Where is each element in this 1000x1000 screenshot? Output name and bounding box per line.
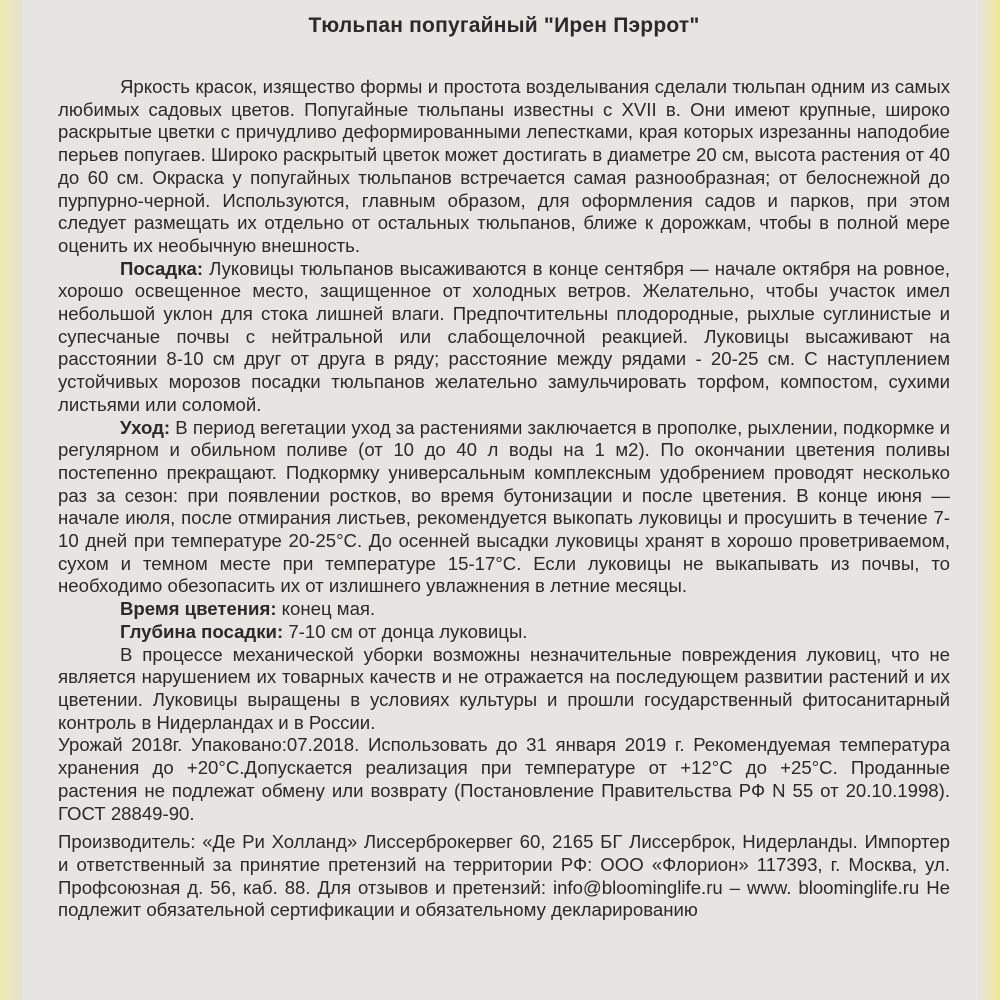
bloom-text: конец мая. (276, 598, 376, 620)
bloom-paragraph (58, 598, 950, 621)
intro-paragraph: Яркость красок, изящество формы и простота возделывания сделали тюльпан одним из самых любимых садовых цветов. Попугайные тюльпаны известны с XVII в. Они имеют крупные, широко раскрытые цветки с причудливо деформированными лепестками, края которых изрезанны наподобие перьев попугаев. Широко раскрытый цветок может достигать в диаметре 20 см, высота растения от 40 до 60 см. Окраска у попугайных тюльпанов встречается самая разнообразная; от белоснежной до пурпурно-черной. Используются, главным образом, для оформления садов и парков, при этом следует размещать их отдельно от остальных тюльпанов, ближе к дорожкам, чтобы в полной мере оценить их необычную внешность. (58, 76, 950, 256)
harvest-paragraph: Урожай 2018г. Упаковано:07.2018. Использовать до 31 января 2019 г. Рекомендуемая температура хранения до +20°С.Допускается реализация при температуре от +12°С до +25°С. Проданные растения не подлежат обмену или возврату (Постановление Правительства РФ N 55 от 20.10.1998). ГОСТ 28849-90. (58, 734, 950, 824)
depth-text: 7-10 см от донца луковицы. (283, 620, 528, 642)
processing-paragraph: В процессе механической уборки возможны незначительные повреждения луковиц, что не является нарушением их товарных качеств и не отражается на последующем развитии растений и их цветении. Луковицы выращены в условиях культуры и прошли государственный фитосанитарный контроль в Нидерландах и в России. (58, 643, 950, 733)
right-edge-strip (978, 0, 1000, 1000)
care-text: В период вегетации уход за растениями заключается в прополке, рыхлении, подкормке и регулярном и обильном поливе (от 10 до 40 л воды на 1 м2). По окончании цветения поливы постепенно прекращают. Подкормку универсальным комплексным удобрением проводят несколько раз за сезон: при появлении ростков, во время бутонизации и после цветения. В конце июня — начале июля, после отмирания листьев, рекомендуется выкопать луковицы и просушить в течение 7-10 дней при температуре 20-25°С. До осенней высадки луковицы хранят в хорошо проветриваемом, сухом и темном месте при температуре 15-17°С. Если луковицы не выкапывать из почвы, то необходимо обезопасить их от излишнего увлажнения в летние месяцы. (58, 416, 950, 597)
product-title: Тюльпан попугайный "Ирен Пэррот" (308, 14, 700, 37)
producer-paragraph: Производитель: «Де Ри Холланд» Лиссерброкервег 60, 2165 БГ Лиссерброк, Нидерланды. Импортер и ответственный за принятие претензий на территории РФ: ООО «Флорион» 117393, г. Москва, ул. Профсоюзная д. 56, каб. 88. Для отзывов и претензий: info@bloominglife.ru – www. bloominglife.ru Не подлежит обязательной сертификации и обязательному декларированию (58, 831, 950, 921)
left-edge-strip (0, 0, 22, 1000)
planting-label: Посадка: (120, 257, 204, 279)
care-label: Уход: (120, 416, 171, 438)
label-sheet (58, 14, 950, 922)
care-paragraph (58, 417, 950, 599)
depth-label: Глубина посадки: (120, 620, 284, 642)
description-body (58, 76, 950, 922)
depth-paragraph (58, 621, 950, 644)
planting-paragraph (58, 258, 950, 417)
bloom-label: Время цветения: (120, 598, 277, 620)
planting-text: Луковицы тюльпанов высаживаются в конце сентября — начале октября на ровное, хорошо освещенное место, защищенное от холодных ветров. Желательно, чтобы участок имел небольшой уклон для стока лишней влаги. Предпочтительны плодородные, рыхлые суглинистые и супесчаные почвы с нейтральной или слабощелочной реакцией. Луковицы высаживают на расстоянии 8-10 см друг от друга в ряду; расстояние между рядами - 20-25 см. С наступлением устойчивых морозов посадки тюльпанов желательно замульчировать торфом, компостом, сухими листьями или соломой. (58, 257, 950, 415)
